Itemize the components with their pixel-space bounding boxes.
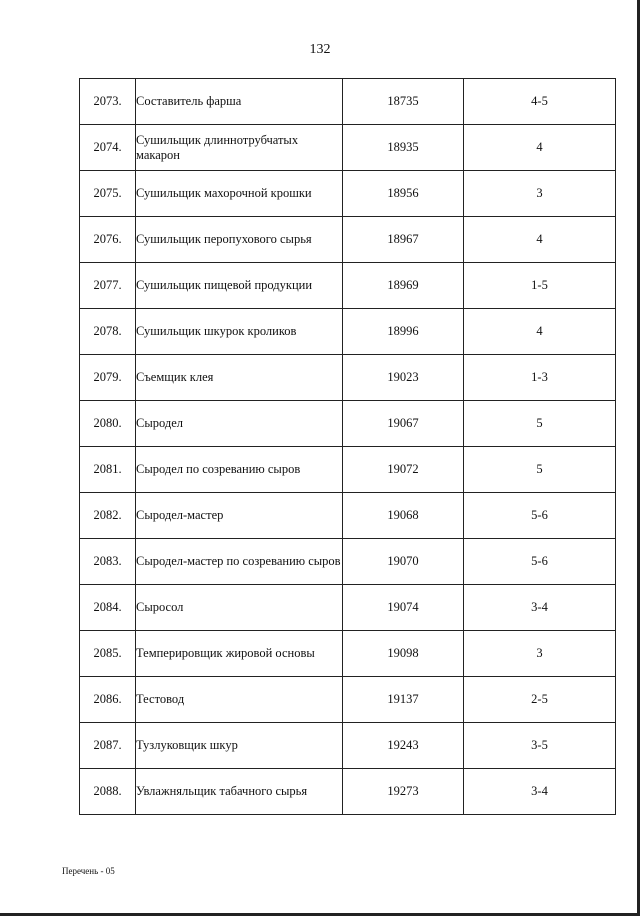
profession-name: Сыросол: [136, 585, 343, 631]
profession-code: 19067: [343, 401, 464, 447]
row-number: 2085.: [80, 631, 136, 677]
grade-range: 5: [464, 447, 616, 493]
table-row: [80, 263, 616, 309]
profession-code: 19072: [343, 447, 464, 493]
grade-range: 1-3: [464, 355, 616, 401]
profession-name: Сушильщик шкурок кроликов: [136, 309, 343, 355]
row-number: 2082.: [80, 493, 136, 539]
table-row: [80, 493, 616, 539]
table-row: [80, 217, 616, 263]
table-row: [80, 585, 616, 631]
profession-code: 18735: [343, 79, 464, 125]
row-number: 2087.: [80, 723, 136, 769]
profession-name: Тузлуковщик шкур: [136, 723, 343, 769]
table-body: [80, 79, 616, 815]
row-number: 2081.: [80, 447, 136, 493]
table-row: [80, 539, 616, 585]
profession-code: 18967: [343, 217, 464, 263]
grade-range: 3-4: [464, 585, 616, 631]
profession-name: Увлажняльщик табачного сырья: [136, 769, 343, 815]
table-row: [80, 355, 616, 401]
row-number: 2080.: [80, 401, 136, 447]
profession-name: Съемщик клея: [136, 355, 343, 401]
grade-range: 5: [464, 401, 616, 447]
table-row: [80, 171, 616, 217]
grade-range: 2-5: [464, 677, 616, 723]
grade-range: 3-4: [464, 769, 616, 815]
row-number: 2075.: [80, 171, 136, 217]
grade-range: 3-5: [464, 723, 616, 769]
table-row: [80, 79, 616, 125]
document-footer: Перечень - 05: [62, 866, 115, 876]
profession-name: Сушильщик длиннотрубчатых макарон: [136, 125, 343, 171]
profession-name: Темперировщик жировой основы: [136, 631, 343, 677]
grade-range: 3: [464, 631, 616, 677]
grade-range: 5-6: [464, 493, 616, 539]
row-number: 2076.: [80, 217, 136, 263]
table-row: [80, 631, 616, 677]
profession-code: 18969: [343, 263, 464, 309]
grade-range: 1-5: [464, 263, 616, 309]
profession-name: Сыродел-мастер по созреванию сыров: [136, 539, 343, 585]
grade-range: 4: [464, 217, 616, 263]
row-number: 2073.: [80, 79, 136, 125]
profession-name: Составитель фарша: [136, 79, 343, 125]
profession-code: 19273: [343, 769, 464, 815]
profession-code: 18956: [343, 171, 464, 217]
profession-name: Сыродел по созреванию сыров: [136, 447, 343, 493]
profession-name: Тестовод: [136, 677, 343, 723]
row-number: 2084.: [80, 585, 136, 631]
page-number: 132: [309, 42, 331, 57]
table-row: [80, 309, 616, 355]
profession-name: Сыродел-мастер: [136, 493, 343, 539]
profession-name: Сушильщик перопухового сырья: [136, 217, 343, 263]
profession-code: 19098: [343, 631, 464, 677]
profession-code: 18935: [343, 125, 464, 171]
profession-name: Сушильщик пищевой продукции: [136, 263, 343, 309]
row-number: 2074.: [80, 125, 136, 171]
grade-range: 5-6: [464, 539, 616, 585]
table-row: [80, 401, 616, 447]
profession-code: 19070: [343, 539, 464, 585]
profession-code: 19074: [343, 585, 464, 631]
profession-code: 19068: [343, 493, 464, 539]
grade-range: 4: [464, 309, 616, 355]
table-row: [80, 769, 616, 815]
row-number: 2078.: [80, 309, 136, 355]
table-row: [80, 125, 616, 171]
grade-range: 3: [464, 171, 616, 217]
row-number: 2077.: [80, 263, 136, 309]
profession-code: 18996: [343, 309, 464, 355]
row-number: 2079.: [80, 355, 136, 401]
row-number: 2083.: [80, 539, 136, 585]
profession-name: Сыродел: [136, 401, 343, 447]
table-row: [80, 723, 616, 769]
profession-code: 19137: [343, 677, 464, 723]
table-row: [80, 447, 616, 493]
profession-table: [79, 78, 616, 815]
row-number: 2088.: [80, 769, 136, 815]
profession-code: 19023: [343, 355, 464, 401]
grade-range: 4: [464, 125, 616, 171]
profession-name: Сушильщик махорочной крошки: [136, 171, 343, 217]
row-number: 2086.: [80, 677, 136, 723]
profession-code: 19243: [343, 723, 464, 769]
table-row: [80, 677, 616, 723]
grade-range: 4-5: [464, 79, 616, 125]
